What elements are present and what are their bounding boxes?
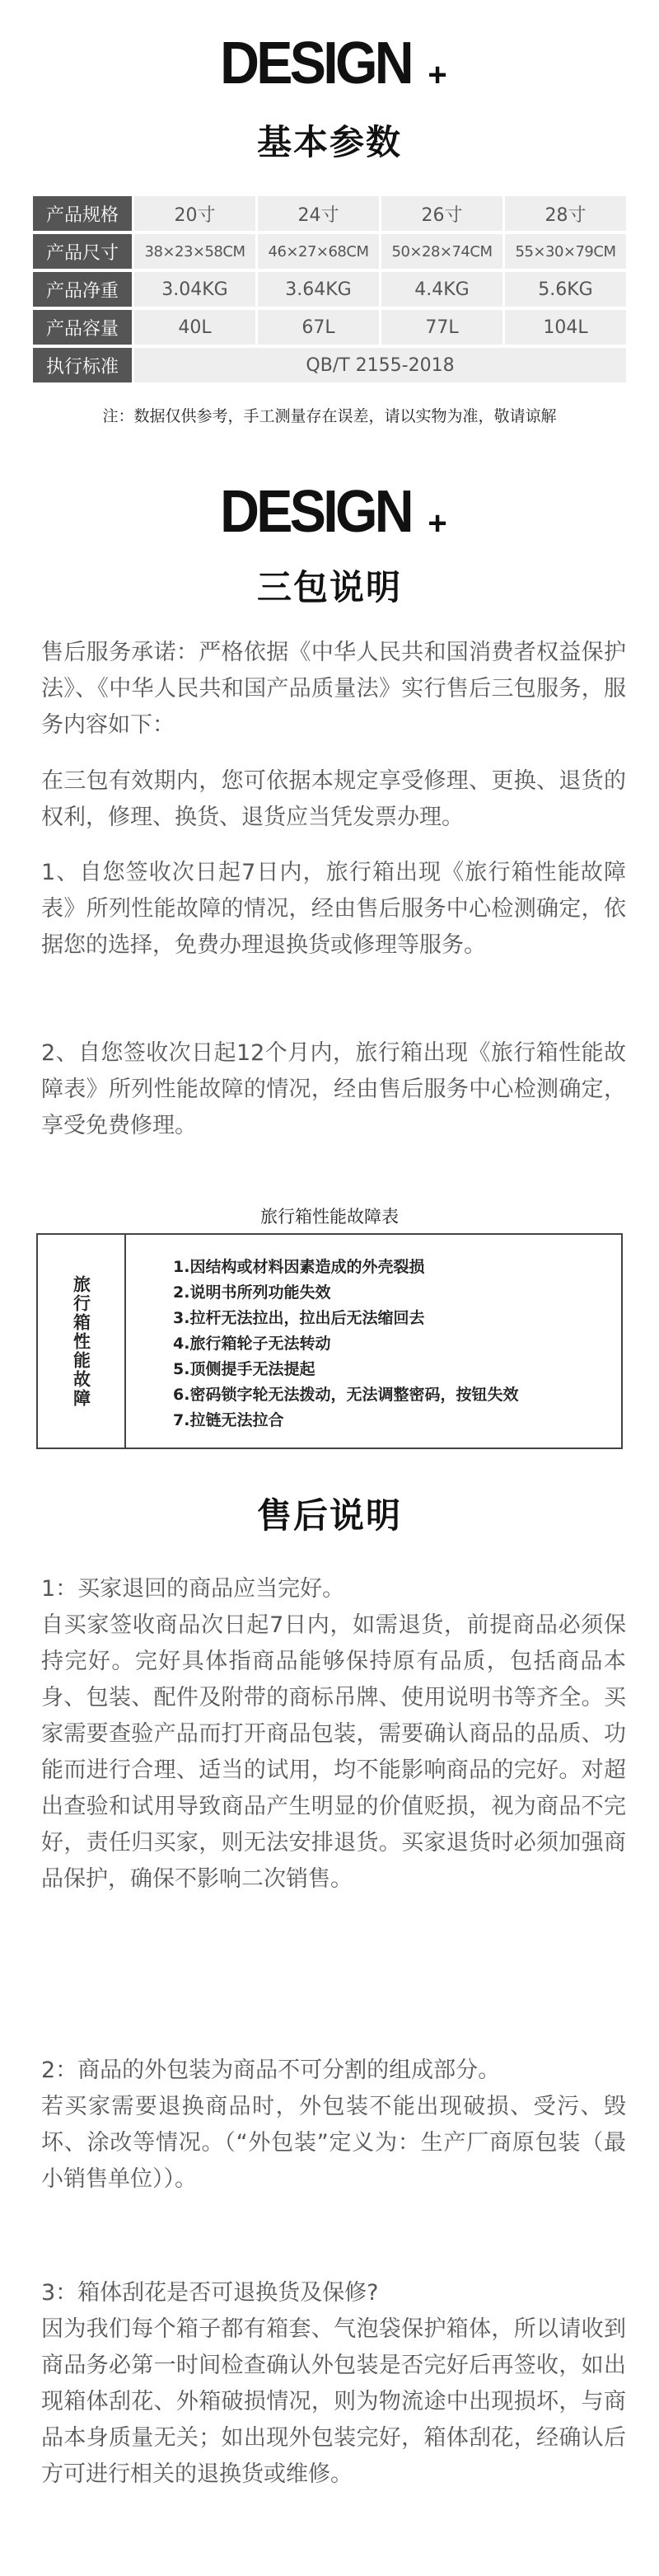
table-row [33,196,626,231]
list-item: 2.说明书所列功能失效 [173,1283,331,1302]
table-row [33,234,626,269]
row-label: 产品尺寸 [33,234,132,269]
list-item: 7.拉链无法拉合 [173,1411,284,1429]
after-sales-title: 售后说明 [256,1495,402,1536]
brand-word: DESIGN [220,30,412,96]
warranty-title: 三包说明 [256,567,402,608]
warranty-paragraph: 售后服务承诺：严格依据《中华人民共和国消费者权益保护法》、《中华人民共和国产品质量法》实行售后三包服务，服务内容如下： [41,640,626,738]
warranty-paragraph: 2、自您签收次日起12个月内，旅行箱出现《旅行箱性能故障表》所列性能故障的情况，经由售后服务中心检测确定，享受免费修理。 [41,1040,626,1138]
table-cell: 38×23×58CM [132,234,255,269]
row-label: 执行标准 [33,348,132,382]
brand-plus: + [428,57,447,93]
table-cell: 55×30×79CM [502,234,626,269]
table-cell: 3.64KG [255,272,379,307]
table-cell: 5.6KG [502,272,626,307]
after-sales-heading: 3：箱体刮花是否可退换货及保修? [41,2280,379,2306]
table-cell: 104L [502,310,626,345]
spec-table [33,193,626,386]
brand-logo [0,30,659,97]
table-cell: 67L [255,310,379,345]
list-item: 5.顶侧提手无法提起 [173,1360,315,1378]
row-label: 产品净重 [33,272,132,307]
fault-side-label: 旅行箱性能故障 [71,1274,91,1408]
brand-word: DESIGN [220,479,412,545]
brand-logo [0,478,659,546]
list-item: 3.拉杆无法拉出，拉出后无法缩回去 [173,1309,425,1327]
brand-plus: + [428,505,447,542]
table-cell: 24寸 [255,196,379,231]
table-cell: 46×27×68CM [255,234,379,269]
spec-title: 基本参数 [256,122,402,162]
table-cell: 20寸 [132,196,255,231]
fault-table-caption: 旅行箱性能故障表 [260,1207,399,1227]
row-label: 产品容量 [33,310,132,345]
table-cell: 40L [132,310,255,345]
warranty-paragraph: 1、自您签收次日起7日内，旅行箱出现《旅行箱性能故障表》所列性能故障的情况，经由售后服务中心检测确定，依据您的选择，免费办理退换货或修理等服务。 [41,860,626,958]
table-cell: QB/T 2155-2018 [132,348,626,382]
after-sales-heading: 2：商品的外包装为商品不可分割的组成部分。 [41,2058,501,2083]
table-row [33,310,626,345]
list-item: 1.因结构或材料因素造成的外壳裂损 [173,1258,425,1276]
table-row [33,272,626,307]
table-cell: 4.4KG [379,272,502,307]
fault-side-cell [38,1235,126,1448]
fault-table [36,1233,623,1449]
table-cell: 3.04KG [132,272,255,307]
warranty-paragraph: 在三包有效期内，您可依据本规定享受修理、更换、退货的权利，修理、换货、退货应当凭发票办理。 [41,768,626,830]
after-sales-heading: 1：买家退回的商品应当完好。 [41,1576,345,1602]
table-cell: 28寸 [502,196,626,231]
table-cell: 77L [379,310,502,345]
table-cell: 50×28×74CM [379,234,502,269]
spec-note: 注：数据仅供参考，手工测量存在误差，请以实物为准，敬请谅解 [102,407,557,425]
after-sales-paragraph: 若买家需要退换商品时，外包装不能出现破损、受污、毁坏、涂改等情况。（“外包装”定义为：生产厂商原包装（最小销售单位））。 [41,2094,626,2192]
row-label: 产品规格 [33,196,132,231]
list-item: 6.密码锁字轮无法拨动，无法调整密码，按钮失效 [173,1386,519,1404]
after-sales-paragraph: 自买家签收商品次日起7日内，如需退货，前提商品必须保持完好。完好具体指商品能够保持原有品质，包括商品本身、包装、配件及附带的商标吊牌、使用说明书等齐全。买家需要查验产品而打开商品包装，需要确认商品的品质、功能而进行合理、适当的试用，均不能影响商品的完好。对超出查验和试用导致商品产生明显的价值贬损，视为商品不完好，责任归买家，则无法安排退货。买家退货时必须加强商品保护，确保不影响二次销售。 [41,1612,626,1892]
table-row [33,348,626,382]
table-cell: 26寸 [379,196,502,231]
list-item: 4.旅行箱轮子无法转动 [173,1335,331,1353]
after-sales-paragraph: 因为我们每个箱子都有箱套、气泡袋保护箱体，所以请收到商品务必第一时间检查确认外包装是否完好后再签收，如出现箱体刮花、外箱破损情况，则为物流途中出现损坏，与商品本身质量无关；如出现外包装完好，箱体刮花，经确认后方可进行相关的退换货或维修。 [41,2316,626,2487]
fault-list [173,1255,518,1433]
